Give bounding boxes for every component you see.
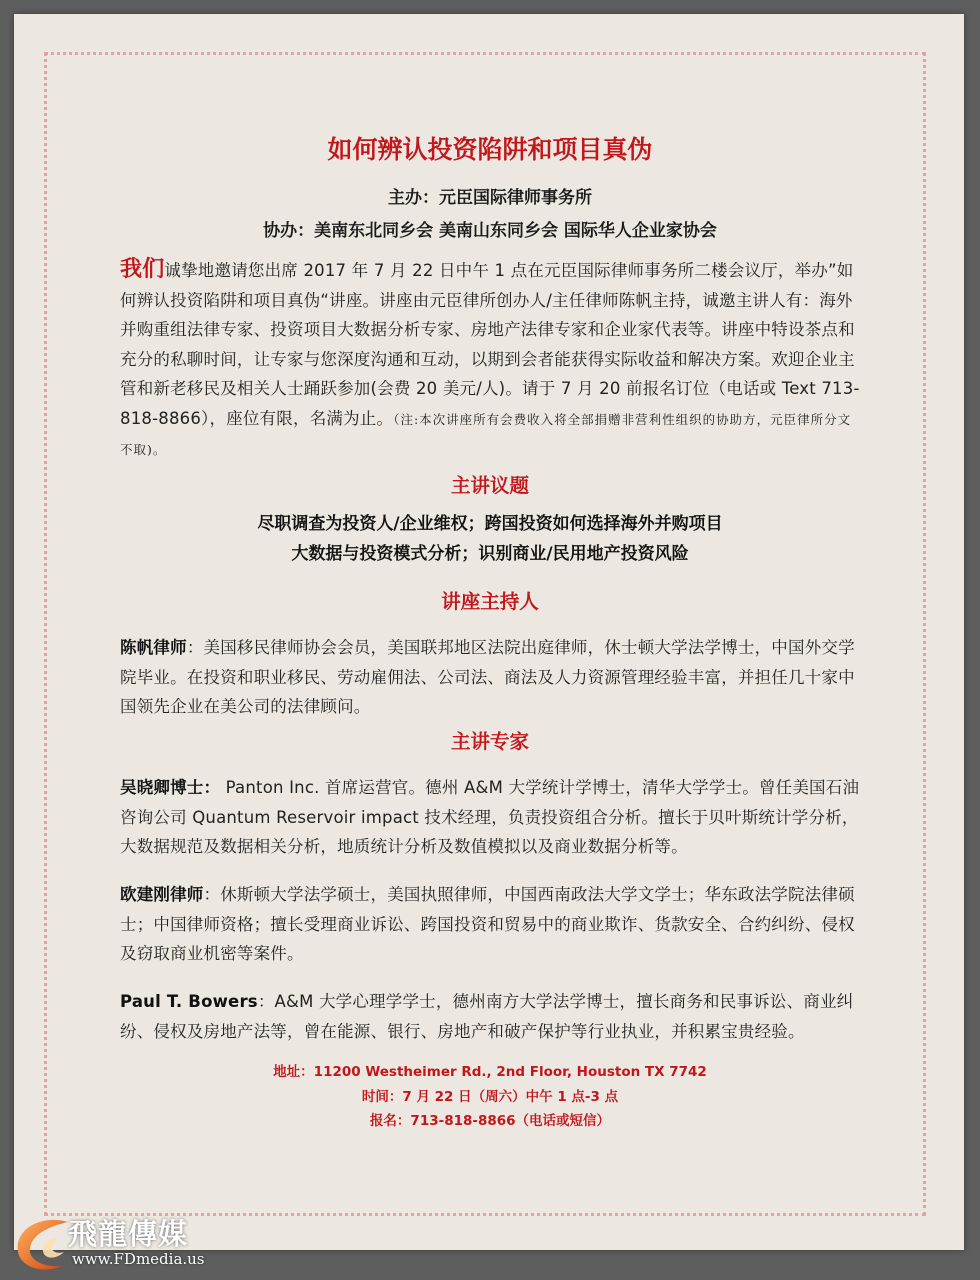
- host-bio-text: ：美国移民律师协会会员，美国联邦地区法院出庭律师，休士顿大学法学博士，中国外交学院毕业。在投资和职业移民、劳动雇佣法、公司法、商法及人力资源管理经验丰富，并担任几十家中国领先企业在美公司的法律顾问。: [120, 638, 855, 716]
- speakers-heading: 主讲专家: [450, 730, 529, 753]
- coorganizer-line: 协办：美南东北同乡会 美南山东同乡会 国际华人企业家协会: [263, 221, 717, 241]
- topic-line-1: 尽职调查为投资人/企业维权；跨国投资如何选择海外并购项目: [257, 514, 723, 534]
- speaker-bio: [120, 880, 862, 969]
- speaker-bio-text: ：A&M 大学心理学学士，德州南方大学法学博士，擅长商务和民事诉讼、商业纠纷、侵权及房地产法等，曾在能源、银行、房地产和破产保护等行业执业，并积累宝贵经验。: [120, 992, 854, 1041]
- intro-body: 诚挚地邀请您出席 2017 年 7 月 22 日中午 1 点在元臣国际律师事务所二楼会议厅，举办”如何辨认投资陷阱和项目真伪“讲座。讲座由元臣律所创办人/主任律师陈帆主持，诚邀主讲人有：海外并购重组法律专家、投资项目大数据分析专家、房地产法律专家和企业家代表等。讲座中特设茶点和充分的私聊时间，让专家与您深度沟通和互动，以期到会者能获得实际收益和解决方案。欢迎企业主管和新老移民及相关人士踊跃参加(会费 20 美元/人)。请于 7 月 20 前报名订位（电话或 Text 713-818-8866），座位有限，名满为止。: [120, 261, 860, 428]
- topics-heading: 主讲议题: [450, 474, 529, 497]
- speaker-bio-text: ：休斯顿大学法学硕士，美国执照律师，中国西南政法大学文学士；华东政法学院法律硕士；中国律师资格；擅长受理商业诉讼、跨国投资和贸易中的商业欺诈、货款安全、合约纠纷、侵权及窃取商业机密等案件。: [120, 885, 855, 963]
- host-heading: 讲座主持人: [441, 590, 539, 613]
- event-title: 如何辨认投资陷阱和项目真伪: [327, 135, 653, 164]
- speaker-name: 吴晓卿博士：: [120, 778, 221, 797]
- register-line: 报名：713-818-8866（电话或短信）: [369, 1113, 611, 1129]
- watermark-url: www.FDmedia.us: [72, 1250, 205, 1268]
- address-line: 地址：11200 Westheimer Rd., 2nd Floor, Houston TX 7742: [273, 1064, 707, 1080]
- speaker-bio-text: Panton Inc. 首席运营官。德州 A&M 大学统计学博士，清华大学学士。曾任美国石油咨询公司 Quantum Reservoir impact 技术经理，负责投资组合分析。擅长于贝叶斯统计学分析，大数据规范及数据相关分析，地质统计分析及数值模拟以及商业数据分析等。: [120, 778, 860, 856]
- topic-line-2: 大数据与投资模式分析；识别商业/民用地产投资风险: [291, 544, 689, 564]
- watermark-brand: 飛龍傳媒: [68, 1217, 189, 1251]
- time-line: 时间：7 月 22 日（周六）中午 1 点-3 点: [361, 1088, 619, 1105]
- intro-paragraph: [120, 255, 862, 465]
- speaker-name: Paul T. Bowers: [120, 992, 258, 1011]
- speaker-bio: [120, 773, 862, 862]
- speaker-bio: [120, 987, 862, 1046]
- intro-note: （注:本次讲座所有会费收入将全部捐赠非营利性组织的协助方，元臣律所分文不取)。: [120, 411, 852, 457]
- host-bio: [120, 633, 862, 722]
- intro-lead-word: 我们: [120, 257, 165, 282]
- speaker-name: 欧建刚律师: [120, 885, 204, 904]
- host-name: 陈帆律师: [120, 638, 187, 657]
- event-footer: [0, 1060, 980, 1134]
- organizer-line: 主办：元臣国际律师事务所: [388, 188, 592, 208]
